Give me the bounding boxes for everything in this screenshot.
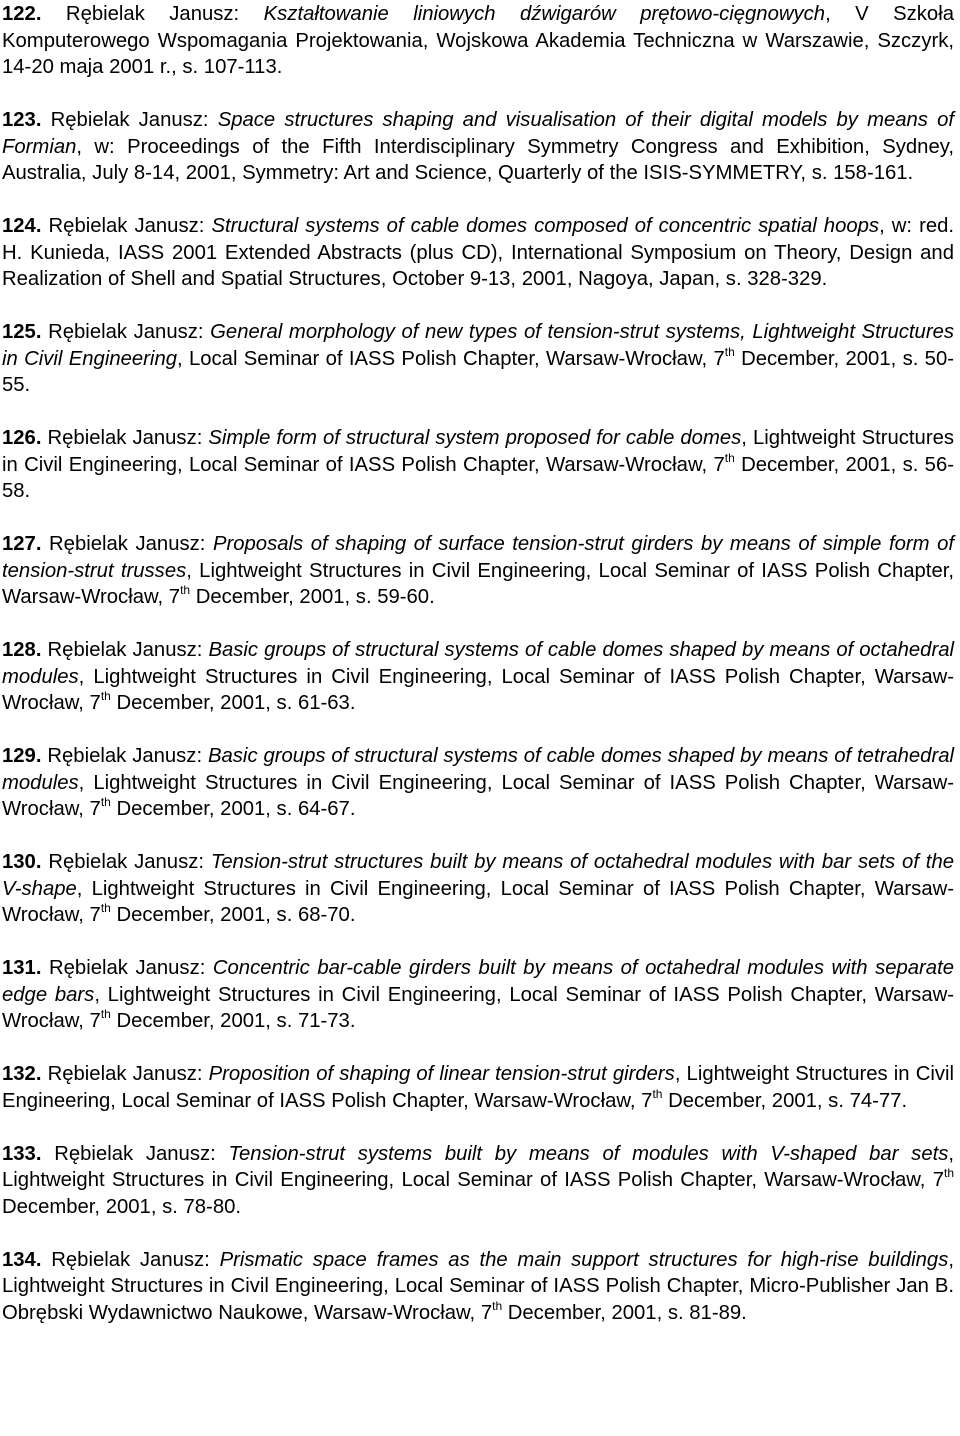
entry-number: 128.: [2, 639, 42, 661]
ordinal-suffix: th: [724, 344, 735, 359]
publication-entry-129: [2, 743, 954, 823]
entry-number: 126.: [2, 427, 42, 449]
ordinal-suffix: th: [100, 795, 111, 809]
ordinal-suffix: th: [180, 583, 191, 597]
publication-entry-132: [2, 1061, 954, 1114]
ordinal-suffix: th: [492, 1298, 503, 1313]
entry-title: Proposition of shaping of linear tension-strut girders: [208, 1063, 675, 1085]
entry-author: Rębielak Janusz:: [41, 957, 213, 979]
entry-number: 124.: [2, 215, 42, 237]
entry-number: 122.: [2, 3, 42, 25]
entry-date-pages: December, 2001, s. 56-58.: [2, 453, 954, 502]
entry-number: 130.: [2, 851, 42, 873]
entry-author: Rębielak Janusz:: [41, 427, 209, 449]
entry-author: Rębielak Janusz:: [41, 745, 208, 767]
entry-title: Structural systems of cable domes composed of concentric spatial hoops: [211, 215, 880, 237]
ordinal-suffix: th: [100, 689, 111, 703]
entry-author: Rębielak Janusz:: [41, 533, 213, 555]
entry-details: , V Szkoła Komputerowego Wspomagania Projektowania, Wojskowa Akademia Techniczna w Warszawie, Szczyrk, 14-20 maja 2001 r., s. 107-113.: [2, 3, 955, 78]
ordinal-suffix: th: [724, 450, 735, 465]
entry-title: Simple form of structural system proposed for cable domes: [208, 427, 742, 449]
entry-author: Rębielak Janusz:: [41, 1142, 229, 1165]
entry-date-pages: December, 2001, s. 71-73.: [110, 1010, 356, 1032]
entry-date-pages: December, 2001, s. 59-60.: [190, 586, 435, 608]
entry-author: Rębielak Janusz:: [41, 639, 209, 661]
entry-number: 123.: [2, 109, 42, 131]
entry-details: , Lightweight Structures in Civil Engineering, Local Seminar of IASS Polish Chapter, Warsaw-Wrocław, 7: [2, 1063, 954, 1112]
entry-author: Rębielak Janusz:: [41, 851, 211, 873]
entry-author: Rębielak Janusz:: [41, 3, 264, 25]
publication-entry-125: [2, 319, 954, 399]
entry-title: Space structures shaping and visualisation of their digital models by means of Formian: [2, 109, 954, 158]
entry-author: Rębielak Janusz:: [41, 321, 211, 343]
entry-number: 134.: [2, 1248, 42, 1271]
publication-entry-128: [2, 637, 954, 717]
publication-entry-133: [2, 1141, 954, 1221]
entry-details: , w: Proceedings of the Fifth Interdisciplinary Symmetry Congress and Exhibition, Sydney, Australia, July 8-14, 2001, Symmetry: Art and Science, Quarterly of the ISIS-SYMMETRY, s. 158-161.: [2, 135, 954, 184]
entry-details: , Lightweight Structures in Civil Engineering, Local Seminar of IASS Polish Chapter, Warsaw-Wrocław, 7: [2, 559, 954, 608]
entry-number: 127.: [2, 533, 42, 555]
publication-entry-130: [2, 849, 954, 929]
entry-number: 125.: [2, 321, 42, 343]
entry-date-pages: December, 2001, s. 50-55.: [2, 347, 954, 396]
publication-entry-122: [2, 1, 954, 81]
publication-entry-134: [2, 1247, 954, 1327]
entry-title: Tension-strut systems built by means of modules with V-shaped bar sets: [228, 1142, 949, 1165]
entry-details: , Lightweight Structures in Civil Engineering, Local Seminar of IASS Polish Chapter, Warsaw- Wrocław, 7: [2, 771, 954, 820]
entry-title: Proposals of shaping of surface tension-strut girders by means of simple form of tension-strut trusses: [2, 533, 954, 582]
ordinal-suffix: th: [943, 1166, 954, 1180]
publication-entry-124: [2, 213, 954, 293]
entry-date-pages: December, 2001, s. 68-70.: [110, 904, 356, 926]
entry-details: , Local Seminar of IASS Polish Chapter, Warsaw-Wrocław, 7: [177, 347, 725, 370]
entry-date-pages: December, 2001, s. 61-63.: [110, 692, 356, 714]
ordinal-suffix: th: [100, 1007, 111, 1021]
entry-title: Concentric bar-cable girders built by means of octahedral modules with separate edge bars: [2, 957, 954, 1006]
entry-details: , Lightweight Structures in Civil Engineering, Local Seminar of IASS Polish Chapter, Micro-Publisher Jan B. Obrębski Wydawnictwo Naukowe, Warsaw-Wrocław, 7: [2, 1248, 954, 1324]
entry-details: , Lightweight Structures in Civil Engineering, Local Seminar of IASS Polish Chapter, Warsaw-Wrocław, 7: [2, 877, 954, 926]
entry-date-pages: December, 2001, s. 64-67.: [110, 798, 356, 820]
publication-entry-126: [2, 425, 954, 505]
ordinal-suffix: th: [652, 1086, 663, 1101]
entry-details: , Lightweight Structures in Civil Engineering, Local Seminar of IASS Polish Chapter, Warsaw-Wrocław, 7: [2, 1142, 955, 1191]
entry-title: Basic groups of structural systems of cable domes shaped by means of tetrahedral modules: [2, 745, 954, 794]
entry-author: Rębielak Janusz:: [41, 215, 212, 237]
entry-title: Basic groups of structural systems of cable domes shaped by means of octahedral modules: [2, 639, 954, 688]
entry-number: 132.: [2, 1063, 42, 1085]
entry-number: 131.: [2, 957, 42, 979]
entry-details: , w: red. H. Kunieda, IASS 2001 Extended Abstracts (plus CD), International Symposium on Theory, Design and Realization of Shell and Spatial Structures, October 9-13, 2001, Nagoya, Japan, s. 328-329.: [2, 215, 955, 290]
entry-date-pages: December, 2001, s. 74-77.: [662, 1089, 908, 1112]
entry-title: Tension-strut structures built by means of octahedral modules with bar sets of the V-shape: [2, 851, 955, 900]
entry-author: Rębielak Janusz:: [41, 1063, 209, 1085]
entry-title: Prismatic space frames as the main support structures for high-rise buildings: [219, 1248, 949, 1271]
entry-title: Kształtowanie liniowych dźwigarów prętowo-cięgnowych: [263, 3, 826, 25]
publication-entry-127: [2, 531, 954, 611]
entry-title: General morphology of new types of tension-strut systems, Lightweight Structures in Civil Engineering: [2, 321, 954, 370]
entry-details: , Lightweight Structures in Civil Engineering, Local Seminar of IASS Polish Chapter, Warsaw-Wrocław, 7: [2, 427, 954, 476]
ordinal-suffix: th: [100, 901, 111, 915]
publication-entry-123: [2, 107, 954, 187]
entry-number: 133.: [2, 1142, 42, 1165]
entry-details: , Lightweight Structures in Civil Engineering, Local Seminar of IASS Polish Chapter, Warsaw-Wrocław, 7: [2, 983, 954, 1032]
entry-date-pages: December, 2001, s. 81-89.: [502, 1301, 747, 1324]
publication-entry-131: [2, 955, 954, 1035]
entry-date-pages: December, 2001, s. 78-80.: [2, 1195, 242, 1218]
entry-author: Rębielak Janusz:: [41, 1248, 220, 1271]
entry-details: , Lightweight Structures in Civil Engineering, Local Seminar of IASS Polish Chapter, Warsaw-Wrocław, 7: [2, 665, 954, 714]
entry-author: Rębielak Janusz:: [41, 109, 218, 131]
entry-number: 129.: [2, 745, 42, 767]
